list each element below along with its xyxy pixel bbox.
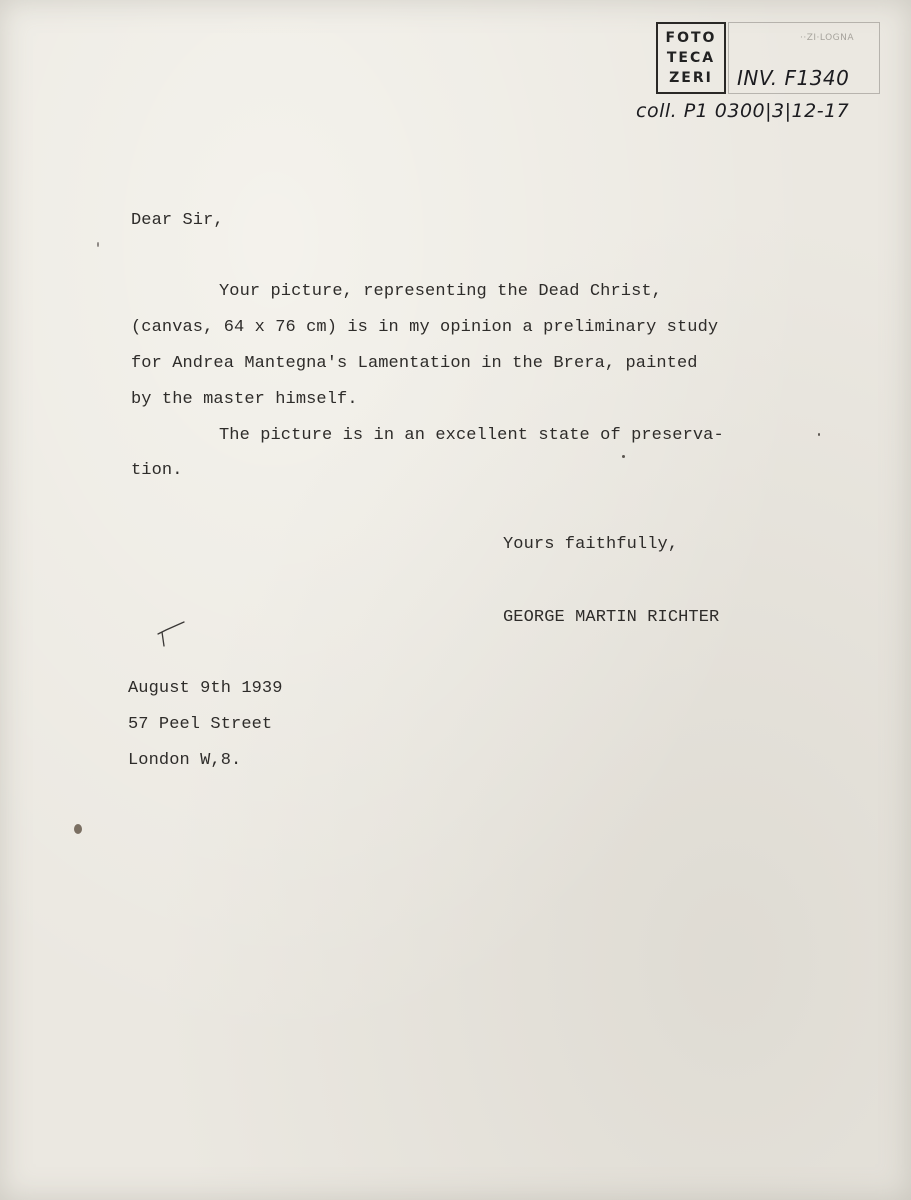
fototeca-zeri-stamp — [656, 22, 726, 94]
paper-speck — [818, 433, 820, 436]
handwritten-collocation: coll. P1 0300|3|12-17 — [636, 100, 850, 122]
closing: Yours faithfully, — [503, 535, 679, 554]
address-city: London W,8. — [128, 751, 242, 770]
stamp-line-1: FOTO — [665, 30, 717, 46]
signature-name: GEORGE MARTIN RICHTER — [503, 608, 720, 627]
paragraph-1-line-4: by the master himself. — [131, 390, 358, 409]
address-street: 57 Peel Street — [128, 715, 273, 734]
handwritten-inventory-number: INV. F1340 — [737, 66, 850, 90]
paper-speck — [622, 455, 625, 458]
paper-blemish — [74, 824, 82, 834]
paragraph-1-line-1: Your picture, representing the Dead Christ, — [219, 282, 662, 301]
pencil-tick-mark — [154, 620, 190, 650]
paper-speck — [97, 242, 99, 247]
stamp-line-3: ZERI — [669, 70, 713, 86]
paragraph-1-line-2: (canvas, 64 x 76 cm) is in my opinion a preliminary study — [131, 318, 719, 337]
faint-archive-label: ··ZI·LOGNA — [800, 33, 855, 43]
letter-date: August 9th 1939 — [128, 679, 283, 698]
salutation: Dear Sir, — [131, 211, 224, 230]
paragraph-1-line-3: for Andrea Mantegna's Lamentation in the Brera, painted — [131, 354, 698, 373]
stamp-line-2: TECA — [666, 50, 716, 66]
paragraph-2-line-1: The picture is in an excellent state of preserva- — [219, 426, 724, 445]
paragraph-2-line-2: tion. — [131, 461, 183, 480]
